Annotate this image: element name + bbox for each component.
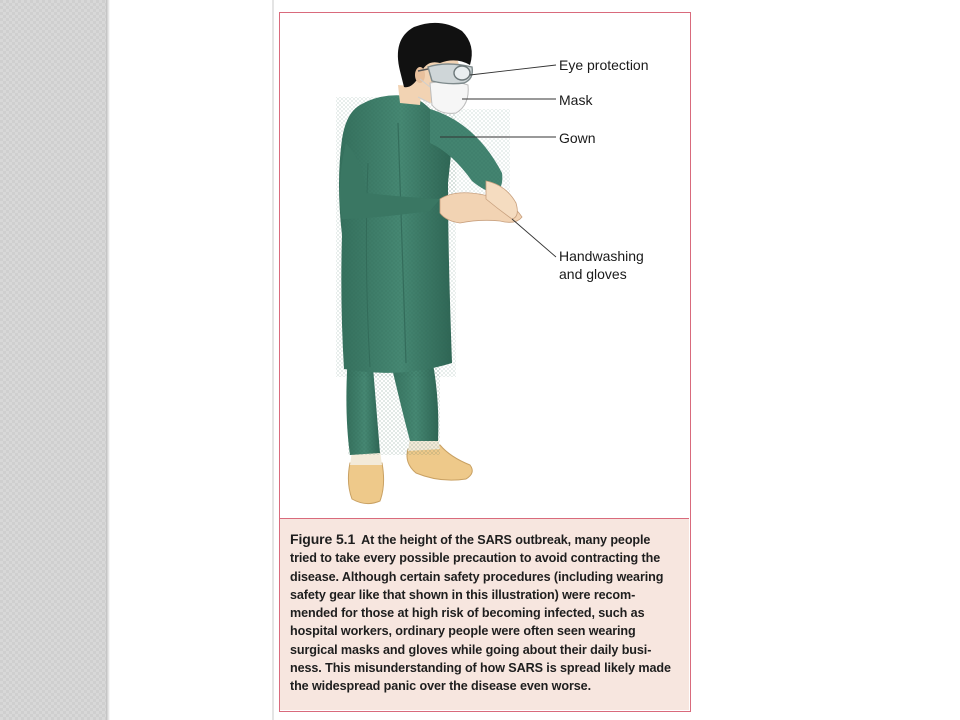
caption-text: At the height of the SARS outbreak, many people tried to take every possible precaution to avoid contracting the disease. Although certain safety procedures (including wearing safety gear like that shown in this illustration) were recom-mended for those at high risk of becoming infected, such as hospital workers, ordinary people were often seen wearing surgical masks and gloves while going about their daily busi-ness. This misunderstanding of how SARS is spread likely made the widespread panic over the disease even worse. [290,533,671,694]
eye-protection-leader [470,65,556,75]
handwashing-leader [512,219,556,257]
figure-number: Figure 5.1 [290,531,356,547]
left-margin-edge [106,0,110,720]
figure-caption [280,518,689,710]
page-edge-shadow [272,0,274,720]
left-shoe [348,463,383,504]
ppe-illustration [280,13,692,518]
figure-frame [279,12,691,712]
label-handwashing-line2: and gloves [559,266,627,282]
label-gown: Gown [559,130,596,146]
caption-paragraph [290,530,679,696]
label-mask: Mask [559,92,593,108]
mask [430,81,468,113]
label-handwashing-line1: Handwashing [559,248,644,264]
left-margin-strip [0,0,106,720]
label-eye-protection: Eye protection [559,57,649,73]
